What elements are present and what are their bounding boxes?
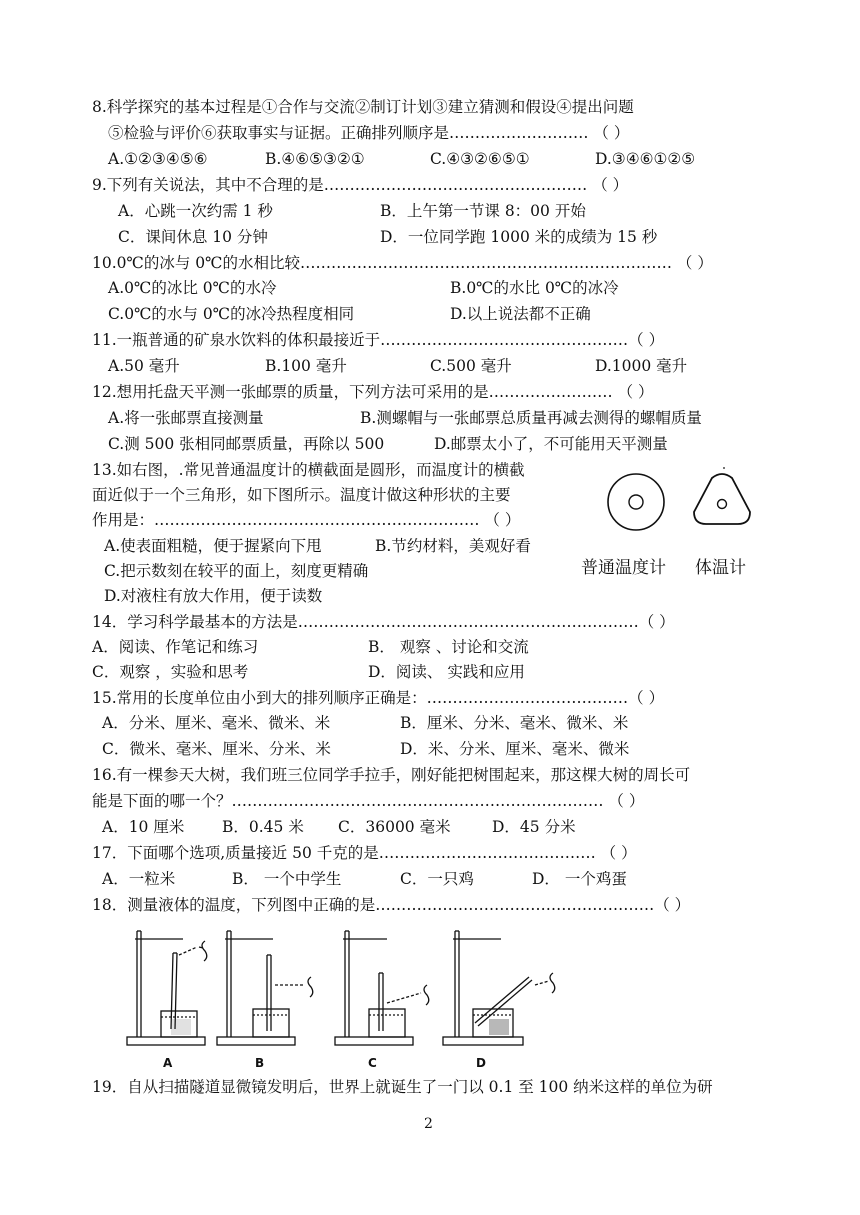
q12-option-b: B.测螺帽与一张邮票总质量再减去测得的螺帽质量 xyxy=(360,409,702,427)
q13-option-a: A.使表面粗糙，便于握紧向下甩 xyxy=(104,537,322,555)
q14-option-d: D．阅读、 实践和应用 xyxy=(368,663,525,681)
q13-option-c: C.把示数刻在较平的面上，刻度更精确 xyxy=(104,562,369,580)
q9-option-a: A．心跳一次约需 1 秒 xyxy=(118,202,273,220)
ordinary-thermometer-outer-circle xyxy=(608,474,664,530)
q15-option-d: D．米、分米、厘米、毫米、微米 xyxy=(400,740,630,758)
q8-option-b: B.④⑥⑤③②① xyxy=(265,150,365,168)
q11-stem: 11.一瓶普通的矿泉水饮料的体积最接近于…………………………………………（ ） xyxy=(92,331,665,349)
q15-option-b: B．厘米、分米、毫米、微米、米 xyxy=(400,714,629,732)
setup-b xyxy=(217,931,313,1045)
liquid-thermometer-figure xyxy=(125,925,565,1075)
q11-option-a: A.50 毫升 xyxy=(108,357,180,375)
q9-option-b: B．上午第一节课 8：00 开始 xyxy=(380,202,586,220)
q10-stem: 10.0℃的冰与 0℃的水相比较……………………………………………………………… （ ） xyxy=(92,254,713,272)
q13-stem-line2: 面近似于一个三角形，如下图所示。温度计做这种形状的主要 xyxy=(92,486,511,504)
q13-stem-line3: 作用是：……………………………………………………… （ ） xyxy=(92,511,521,529)
q13-option-d: D.对液柱有放大作用，便于读数 xyxy=(104,587,323,605)
q8-stem-line2: ⑤检验与评价⑥获取事实与证据。正确排列顺序是……………………… （ ） xyxy=(108,124,630,142)
q13-stem-line1: 13.如右图，.常见普通温度计的横截面是圆形，而温度计的横截 xyxy=(92,461,525,479)
q17-option-c: C．一只鸡 xyxy=(400,870,474,888)
q9-option-d: D．一位同学跑 1000 米的成绩为 15 秒 xyxy=(380,228,658,246)
q13-option-b: B.节约材料，美观好看 xyxy=(375,537,531,555)
q8-option-d: D.③④⑥①②⑤ xyxy=(595,150,696,168)
clinical-thermometer-bore xyxy=(718,500,727,509)
q16-stem-line1: 16.有一棵参天大树，我们班三位同学手拉手，刚好能把树围起来，那这棵大树的周长可 xyxy=(92,766,691,784)
q11-option-d: D.1000 毫升 xyxy=(595,357,688,375)
q14-stem: 14．学习科学最基本的方法是…………………………………………………………（ ） xyxy=(92,613,675,631)
q19-stem-line1: 19．自从扫描隧道显微镜发明后，世界上就诞生了一门以 0.1 至 100 纳米这样的单位为研 xyxy=(92,1078,713,1096)
q12-option-a: A.将一张邮票直接测量 xyxy=(108,409,264,427)
q15-option-c: C．微米、毫米、厘米、分米、米 xyxy=(102,740,331,758)
q14-option-a: A．阅读、作笔记和练习 xyxy=(92,638,259,656)
q8-option-a: A.①②③④⑤⑥ xyxy=(108,150,208,168)
setup-b-label: B xyxy=(255,1056,265,1070)
q18-stem: 18．测量液体的温度，下列图中正确的是………………………………………………（ ） xyxy=(92,896,691,914)
page-number: 2 xyxy=(424,1116,433,1132)
q16-option-a: A．10 厘米 xyxy=(102,818,185,836)
q12-stem: 12.想用托盘天平测一张邮票的质量，下列方法可采用的是…………………… （ ） xyxy=(92,383,654,401)
clinical-thermometer-label: 体温计 xyxy=(695,558,746,578)
setup-c-label: C xyxy=(368,1056,377,1070)
q11-option-c: C.500 毫升 xyxy=(430,357,512,375)
q9-option-c: C．课间休息 10 分钟 xyxy=(118,228,268,246)
q14-option-b: B． 观察 、讨论和交流 xyxy=(368,638,529,656)
q17-option-d: D． 一个鸡蛋 xyxy=(532,870,627,888)
q10-option-d: D.以上说法都不正确 xyxy=(450,305,591,323)
q16-option-b: B．0.45 米 xyxy=(222,818,304,836)
q14-option-c: C．观察 ，实验和思考 xyxy=(92,663,249,681)
ordinary-thermometer-inner-circle xyxy=(629,495,643,509)
q15-stem: 15.常用的长度单位由小到大的排列顺序正确是：…………………………………（ ） xyxy=(92,689,665,707)
setup-a-label: A xyxy=(163,1056,173,1070)
q16-stem-line2: 能是下面的哪一个？……………………………………………………………… （ ） xyxy=(92,792,645,810)
q17-stem: 17．下面哪个选项,质量接近 50 千克的是…………………………………… （ ） xyxy=(92,844,637,862)
q8-option-c: C.④③②⑥⑤① xyxy=(430,150,530,168)
q17-option-a: A．一粒米 xyxy=(102,870,176,888)
ordinary-thermometer-label: 普通温度计 xyxy=(581,558,666,578)
q16-option-c: C．36000 毫米 xyxy=(338,818,451,836)
q8-stem-line1: 8.科学探究的基本过程是①合作与交流②制订计划③建立猜测和假设④提出问题 xyxy=(92,98,634,116)
q10-option-c: C.0℃的水与 0℃的冰冷热程度相同 xyxy=(108,305,355,323)
setup-c xyxy=(335,931,429,1045)
setup-d-label: D xyxy=(476,1056,486,1070)
q11-option-b: B.100 毫升 xyxy=(265,357,347,375)
q15-option-a: A．分米、厘米、毫米、微米、米 xyxy=(102,714,331,732)
q17-option-b: B． 一个中学生 xyxy=(232,870,342,888)
q16-option-d: D．45 分米 xyxy=(492,818,576,836)
setup-a xyxy=(127,931,207,1045)
q9-stem: 9.下列有关说法，其中不合理的是…………………………………………… （ ） xyxy=(92,176,629,194)
q12-option-d: D.邮票太小了，不可能用天平测量 xyxy=(434,435,668,453)
q12-option-c: C.测 500 张相同邮票质量，再除以 500 xyxy=(108,435,385,453)
q10-option-b: B.0℃的水比 0℃的冰冷 xyxy=(450,279,619,297)
q10-option-a: A.0℃的冰比 0℃的水冷 xyxy=(108,279,277,297)
thermometer-cross-section-figure xyxy=(600,460,780,540)
